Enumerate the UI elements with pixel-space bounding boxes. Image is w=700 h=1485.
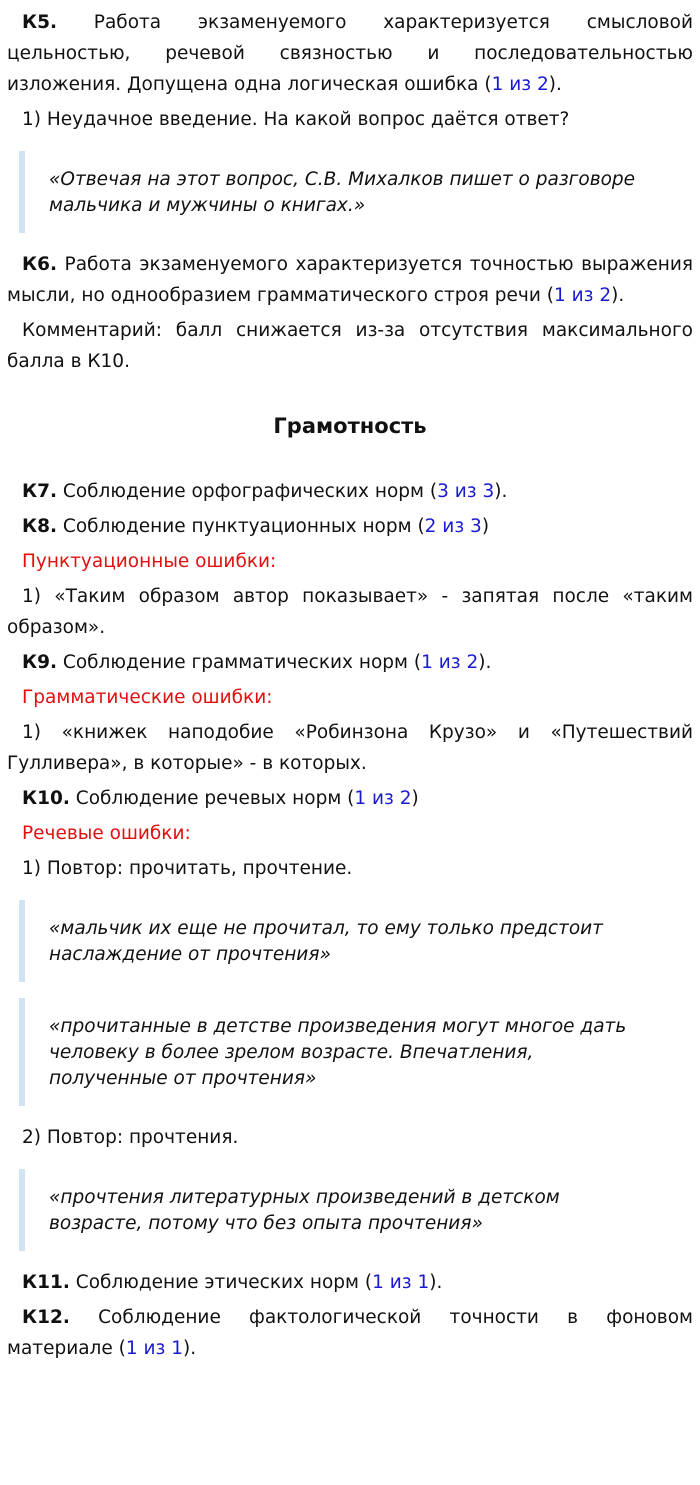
quote-text: «Отвечая на этот вопрос, С.В. Михалков пишет о разговоре мальчика и мужчины о книгах.» <box>49 169 636 216</box>
criterion-k12: К12. Соблюдение фактологической точности в фоновом материале (1 из 1). <box>7 1307 693 1359</box>
criterion-label: К9. <box>22 652 58 673</box>
criterion-label: К10. <box>22 788 70 809</box>
criterion-text: Соблюдение грамматических норм ( <box>57 652 422 673</box>
criterion-score: 1 из 2 <box>421 652 479 673</box>
criterion-label: К5. <box>22 12 58 33</box>
criterion-k9: К9. Соблюдение грамматических норм (1 из 2). <box>22 652 492 673</box>
criterion-k5: К5. Работа экзаменуемого характеризуется смысловой цельностью, речевой связностью и последовательностью изложения. Допущена одна логическая ошибка (1 из 2). <box>7 12 693 95</box>
section-heading: Грамотность <box>273 414 427 438</box>
criterion-label: К12. <box>22 1307 70 1328</box>
criterion-score: 1 из 1 <box>125 1338 184 1359</box>
criterion-score: 1 из 2 <box>554 285 612 306</box>
criterion-k10: К10. Соблюдение речевых норм (1 из 2) <box>22 788 419 809</box>
criterion-text: Соблюдение речевых норм ( <box>69 788 355 809</box>
quote-text: «прочитанные в детстве произведения могут многое дать человеку в более зрелом возрасте. Впечатления, полученные от прочтения» <box>49 1016 627 1089</box>
punctuation-error-item: 1) «Таким образом автор показывает» - запятая после «таким образом». <box>7 586 693 638</box>
criterion-score: 1 из 1 <box>372 1272 430 1293</box>
grammar-errors-title: Грамматические ошибки: <box>22 687 273 708</box>
criterion-text: Соблюдение фактологической точности в фоновом материале ( <box>7 1307 693 1359</box>
criterion-k8: К8. Соблюдение пунктуационных норм (2 из 3) <box>22 516 490 537</box>
speech-errors-title: Речевые ошибки: <box>22 823 191 844</box>
criterion-label: К6. <box>22 254 58 275</box>
criterion-label: К7. <box>22 481 58 502</box>
criterion-text: Соблюдение пунктуационных норм ( <box>57 516 425 537</box>
criterion-score: 1 из 2 <box>491 74 549 95</box>
criterion-text: Работа экзаменуемого характеризуется точностью выражения мысли, но однообразием грамматического строя речи ( <box>7 254 693 306</box>
punctuation-errors-title: Пунктуационные ошибки: <box>22 551 277 572</box>
criterion-k7: К7. Соблюдение орфографических норм (3 из 3). <box>22 481 508 502</box>
criterion-score: 2 из 3 <box>424 516 482 537</box>
grammar-error-item: 1) «книжек наподобие «Робинзона Крузо» и «Путешествий Гулливера», в которые» - в которых. <box>7 722 693 774</box>
criterion-score: 1 из 2 <box>354 788 412 809</box>
criterion-label: К11. <box>22 1272 70 1293</box>
criterion-k11: К11. Соблюдение этических норм (1 из 1). <box>22 1272 443 1293</box>
k5-error-item: 1) Неудачное введение. На какой вопрос даётся ответ? <box>22 109 570 130</box>
criterion-text: Соблюдение орфографических норм ( <box>57 481 438 502</box>
quote-block <box>19 900 693 982</box>
quote-block <box>19 151 693 233</box>
quote-text: «прочтения литературных произведений в детском возрасте, потому что без опыта прочтения» <box>49 1187 560 1234</box>
speech-error-item: 2) Повтор: прочтения. <box>22 1127 239 1148</box>
k6-comment: Комментарий: балл снижается из-за отсутствия максимального балла в К10. <box>7 320 693 372</box>
criterion-label: К8. <box>22 516 58 537</box>
criterion-score: 3 из 3 <box>437 481 495 502</box>
quote-block <box>19 998 693 1106</box>
speech-error-item: 1) Повтор: прочитать, прочтение. <box>22 858 353 879</box>
quote-block <box>19 1169 693 1251</box>
criterion-k6: К6. Работа экзаменуемого характеризуется точностью выражения мысли, но однообразием грамматического строя речи (1 из 2). <box>7 254 693 306</box>
criterion-text: Соблюдение этических норм ( <box>69 1272 373 1293</box>
quote-text: «мальчик их еще не прочитал, то ему только предстоит наслаждение от прочтения» <box>49 918 603 965</box>
criterion-text: Работа экзаменуемого характеризуется смысловой цельностью, речевой связностью и последовательностью изложения. Допущена одна логическая ошибка ( <box>7 12 693 95</box>
